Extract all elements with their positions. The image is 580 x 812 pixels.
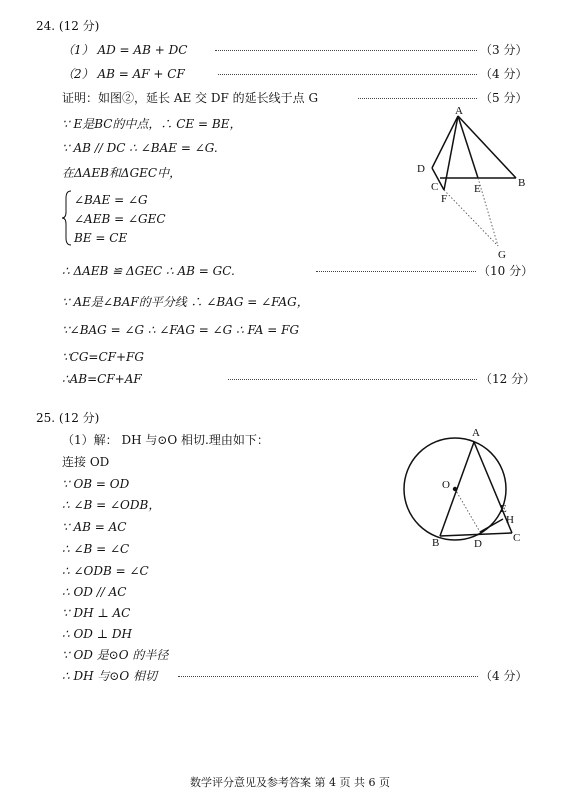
q24-part1-score: （3 分） xyxy=(480,43,528,57)
fig-label-C: C xyxy=(431,181,439,193)
q24-conclusion: ∴AB=CF+AF xyxy=(62,372,142,386)
q24-step-triangles: 在ΔAEB和ΔGEC中， xyxy=(62,166,182,180)
q24-sys-angle1: ∠BAE = ∠G xyxy=(74,193,148,207)
leader-dots xyxy=(218,74,477,75)
q25-header: 25. (12 分) xyxy=(36,411,100,425)
q24-sys-side: BE = CE xyxy=(74,231,128,245)
q24-sum: ∵CG=CF+FG xyxy=(62,350,144,364)
leader-dots xyxy=(215,50,477,51)
q24-congruence-score: （10 分） xyxy=(478,264,534,278)
fig-label-C: C xyxy=(513,532,521,544)
q24-isosceles: ∵∠BAG = ∠G ∴ ∠FAG = ∠G ∴ FA = FG xyxy=(62,323,300,337)
q24-step-parallel: ∵ AB // DC ∴ ∠BAE = ∠G. xyxy=(62,141,218,155)
q24-bisector: ∵ AE是∠BAF的平分线 ∴ ∠BAG = ∠FAG， xyxy=(62,295,309,309)
q24-figure xyxy=(410,104,535,264)
q24-proof-intro: 证明：如图②，延长 AE 交 DF 的延长线于点 G xyxy=(62,91,319,105)
leader-dots xyxy=(228,379,477,380)
fig-label-D: D xyxy=(474,538,482,550)
q25-step-6: ∴ OD // AC xyxy=(62,585,127,599)
q24-congruence: ∴ ΔAEB ≌ ΔGEC ∴ AB = GC. xyxy=(62,264,235,278)
fig-label-B: B xyxy=(432,537,440,549)
fig-label-D: D xyxy=(417,163,425,175)
fig-label-A: A xyxy=(472,427,480,439)
fig-label-E: E xyxy=(500,503,507,515)
fig-label-H: H xyxy=(506,514,514,526)
q25-conclusion-score: （4 分） xyxy=(480,669,528,683)
fig-label-G: G xyxy=(498,249,506,261)
q24-header: 24. (12 分) xyxy=(36,19,100,33)
q24-proof-intro-score: （5 分） xyxy=(480,91,528,105)
q25-step-3: ∵ AB = AC xyxy=(62,520,127,534)
leader-dots xyxy=(316,271,476,272)
leader-dots xyxy=(358,98,477,99)
fig-label-F: F xyxy=(441,193,448,205)
q24-part2-score: （4 分） xyxy=(480,67,528,81)
q25-figure xyxy=(396,420,536,552)
q24-step-midpoint: ∵ E是BC的中点，∴ CE = BE， xyxy=(62,117,242,131)
fig-label-O: O xyxy=(442,479,450,491)
system-brace xyxy=(62,190,72,246)
q25-step-2: ∴ ∠B = ∠ODB， xyxy=(62,498,161,512)
page-footer: 数学评分意见及参考答案 第 4 页 共 6 页 xyxy=(190,776,390,789)
q25-step-connect: 连接 OD xyxy=(62,455,110,469)
leader-dots xyxy=(178,676,478,677)
fig-label-E: E xyxy=(474,183,481,195)
q25-step-9: ∵ OD 是⊙O 的半径 xyxy=(62,648,169,662)
q25-step-5: ∴ ∠ODB = ∠C xyxy=(62,564,149,578)
q25-conclusion: ∴ DH 与⊙O 相切 xyxy=(62,669,158,683)
q25-step-7: ∵ DH ⊥ AC xyxy=(62,606,131,620)
q24-part1: （1） AD = AB + DC xyxy=(62,43,188,57)
q25-step-8: ∴ OD ⊥ DH xyxy=(62,627,132,641)
q25-step-1: ∵ OB = OD xyxy=(62,477,130,491)
q24-sys-angle2: ∠AEB = ∠GEC xyxy=(74,212,166,226)
q25-step-4: ∴ ∠B = ∠C xyxy=(62,542,130,556)
q24-conclusion-score: （12 分） xyxy=(480,372,536,386)
fig-label-A: A xyxy=(455,105,463,117)
q24-part2: （2） AB = AF + CF xyxy=(62,67,185,81)
fig-label-B: B xyxy=(518,177,526,189)
q25-part1: （1）解： DH 与⊙O 相切.理由如下： xyxy=(62,433,269,447)
